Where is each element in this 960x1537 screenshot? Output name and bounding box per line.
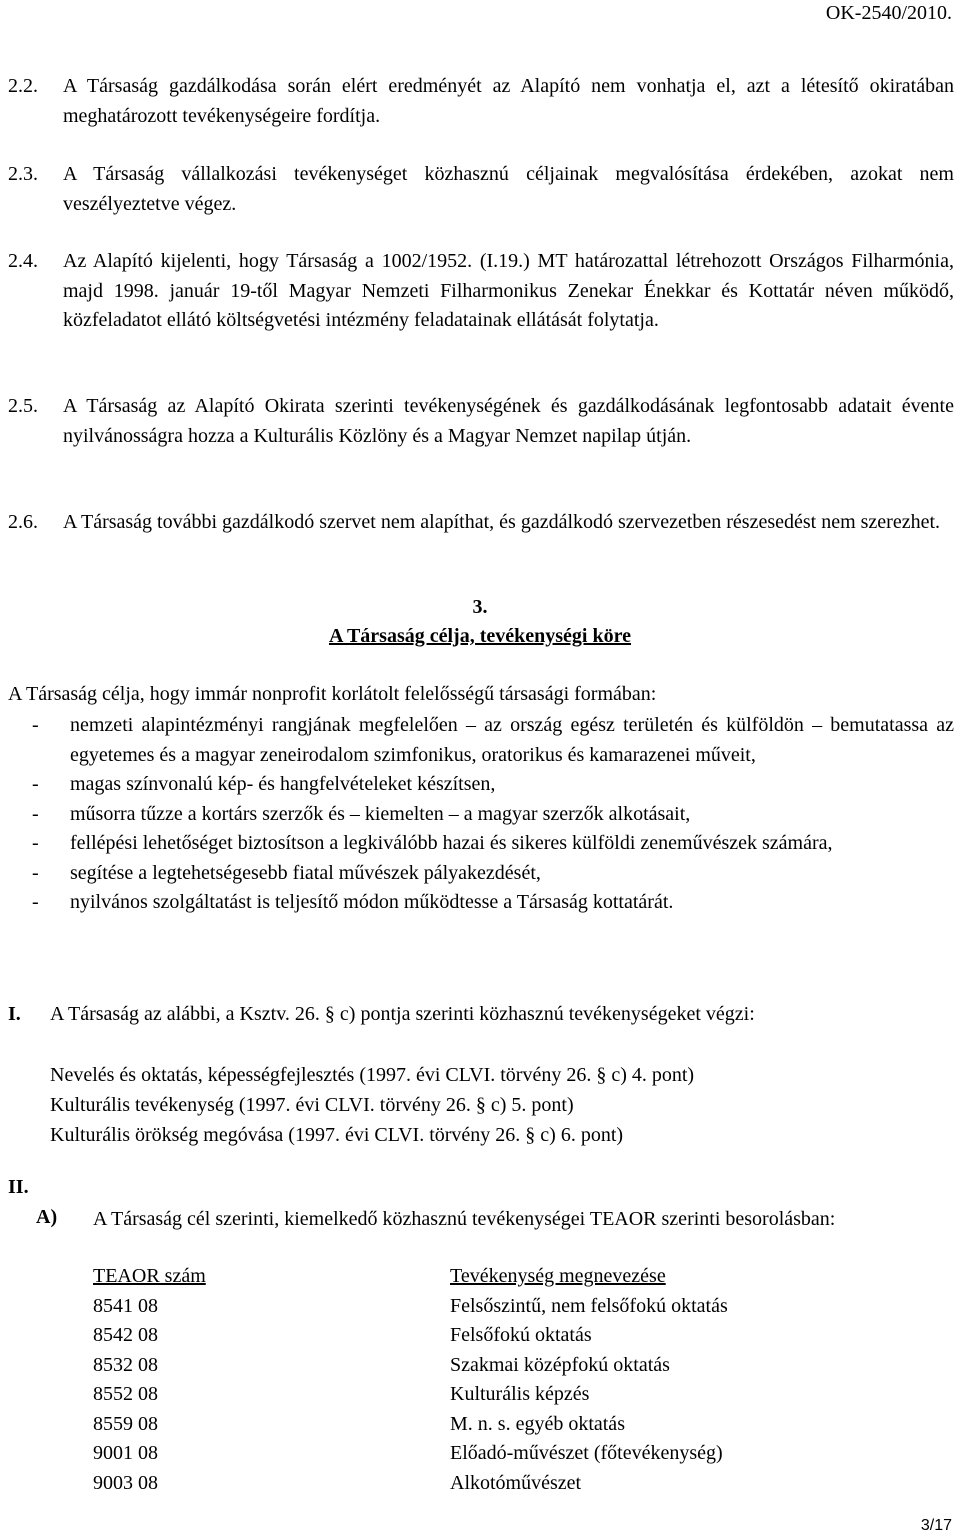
paragraph-number: 2.2. [8, 75, 38, 97]
activity-name: Szakmai középfokú oktatás [450, 1353, 670, 1376]
document-id: OK-2540/2010. [825, 2, 952, 24]
column-header-name: Tevékenység megnevezése [450, 1265, 666, 1287]
paragraph-2-6 [0, 508, 960, 568]
section-II-label: II. [8, 1176, 29, 1198]
list-item-text: magas színvonalú kép- és hangfelvételeket készítsen, [70, 773, 496, 795]
list-item [8, 800, 954, 830]
subsection-A-text: A Társaság cél szerinti, kiemelkedő közhasznú tevékenységei TEAOR szerinti besorolásban: [93, 1208, 836, 1230]
dash-marker: - [32, 891, 39, 913]
paragraph-text: A Társaság az Alapító Okirata szerinti tevékenységének és gazdálkodásának legfontosabb adatait évente nyilvánosságra hozza a Kulturális Közlöny és a Magyar Nemzet napilap útján. [63, 395, 954, 447]
page-number: 3/17 [920, 1517, 952, 1534]
dash-marker: - [32, 714, 39, 736]
table-row [93, 1321, 728, 1351]
table-row [93, 1439, 728, 1469]
activity-list [50, 1060, 694, 1150]
paragraph-number: 2.3. [8, 163, 38, 185]
paragraph-2-2 [0, 72, 960, 132]
subsection-A-label: A) [36, 1206, 58, 1228]
list-item [8, 770, 954, 800]
teaor-code: 8541 08 [93, 1294, 158, 1317]
teaor-code: 8532 08 [93, 1353, 158, 1376]
activity-name: Előadó-művészet (főtevékenység) [450, 1442, 723, 1464]
paragraph-number: 2.4. [8, 250, 38, 272]
section-intro: A Társaság célja, hogy immár nonprofit korlátolt felelősségű társasági formában: [8, 683, 657, 705]
teaor-table [93, 1262, 728, 1498]
table-row [93, 1351, 728, 1381]
list-item [8, 888, 954, 918]
paragraph-2-3 [0, 160, 960, 220]
teaor-code: 8542 08 [93, 1324, 158, 1346]
dash-marker: - [32, 861, 39, 884]
list-item-text: nemzeti alapintézményi rangjának megfelelően – az ország egész területén és külföldön – bemutatassa az egyetemes és a magyar zeneirodalom szimfonikus, oratorikus és kamarazenei műveit, [70, 714, 954, 766]
paragraph-text: A Társaság vállalkozási tevékenységet közhasznú céljainak megvalósítása érdekében, azokat nem veszélyeztetve végez. [63, 163, 954, 215]
dash-marker: - [32, 832, 39, 854]
list-item-text: műsorra tűzze a kortárs szerzők és – kiemelten – a magyar szerzők alkotásait, [70, 802, 691, 825]
dash-marker: - [32, 802, 39, 825]
table-row [93, 1292, 728, 1322]
section-I-label: I. [8, 1003, 21, 1025]
list-item [8, 711, 954, 770]
paragraph-2-4 [0, 247, 960, 365]
goals-list [8, 711, 954, 918]
activity-item: Kulturális tevékenység (1997. évi CLVI. törvény 26. § c) 5. pont) [50, 1094, 574, 1116]
paragraph-text: Az Alapító kijelenti, hogy Társaság a 1002/1952. (I.19.) MT határozattal létrehozott Országos Filharmónia, majd 1998. január 19-től Magyar Nemzeti Filharmonikus Zenekar Énekkar és Kottatár néven működő, közfeladatot ellátó költségvetési intézmény feladatainak ellátását folytatja. [63, 250, 954, 331]
column-header-code: TEAOR szám [93, 1265, 206, 1287]
teaor-code: 9003 08 [93, 1471, 158, 1494]
activity-name: Alkotóművészet [450, 1471, 582, 1494]
activity-name: Kulturális képzés [450, 1383, 590, 1405]
activity-item: Kulturális örökség megóvása (1997. évi CLVI. törvény 26. § c) 6. pont) [50, 1124, 624, 1146]
paragraph-text: A Társaság gazdálkodása során elért eredményét az Alapító nem vonhatja el, azt a létesítő okiratában meghatározott tevékenységeire fordítja. [63, 75, 954, 127]
section-I-text: A Társaság az alábbi, a Ksztv. 26. § c) pontja szerinti közhasznú tevékenységeket végzi: [50, 1003, 755, 1025]
table-row [93, 1469, 728, 1499]
paragraph-number: 2.5. [8, 395, 38, 417]
dash-marker: - [32, 773, 39, 795]
table-row [93, 1380, 728, 1410]
activity-item: Nevelés és oktatás, képességfejlesztés (1997. évi CLVI. törvény 26. § c) 4. pont) [50, 1064, 695, 1086]
paragraph-2-5 [0, 392, 960, 482]
teaor-code: 9001 08 [93, 1442, 158, 1464]
table-row [93, 1410, 728, 1440]
paragraph-number: 2.6. [8, 511, 38, 533]
activity-name: Felsőszintű, nem felsőfokú oktatás [450, 1294, 728, 1317]
list-item-text: nyilvános szolgáltatást is teljesítő módon működtesse a Társaság kottatárát. [70, 891, 674, 913]
list-item [8, 829, 954, 859]
activity-name: Felsőfokú oktatás [450, 1324, 592, 1346]
list-item [8, 859, 954, 889]
list-item-text: fellépési lehetőséget biztosítson a legkiválóbb hazai és sikeres külföldi zeneművészek számára, [70, 832, 833, 854]
section-title: A Társaság célja, tevékenységi köre [328, 625, 631, 647]
paragraph-text: A Társaság további gazdálkodó szervet nem alapíthat, és gazdálkodó szervezetben részesedést nem szerezhet. [63, 511, 941, 533]
table-header-row [93, 1262, 728, 1292]
teaor-code: 8552 08 [93, 1383, 158, 1405]
teaor-code: 8559 08 [93, 1412, 158, 1435]
section-number: 3. [472, 596, 488, 618]
list-item-text: segítése a legtehetségesebb fiatal művészek pályakezdését, [70, 861, 541, 884]
activity-name: M. n. s. egyéb oktatás [450, 1412, 625, 1435]
